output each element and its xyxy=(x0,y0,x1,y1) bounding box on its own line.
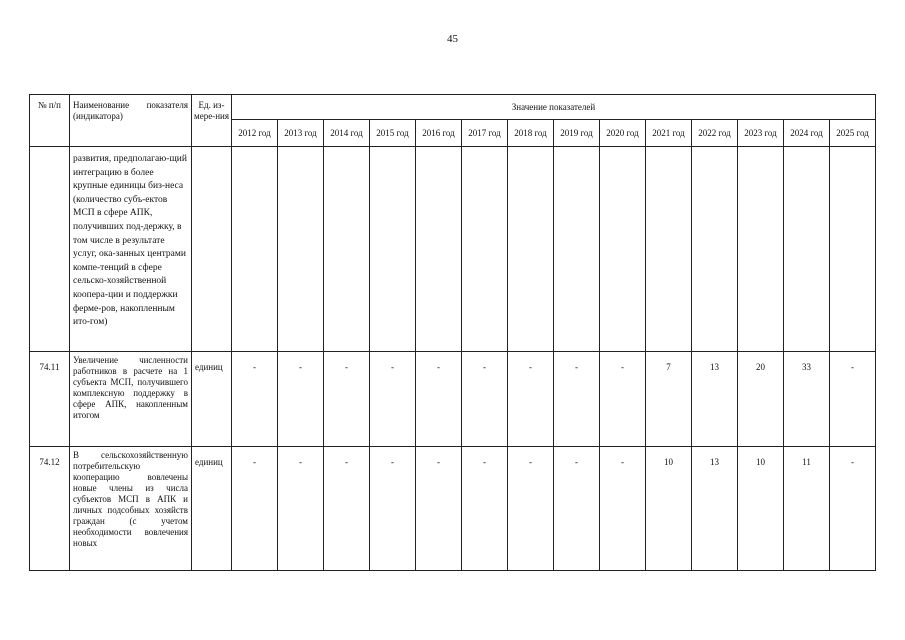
header-row-top xyxy=(30,95,876,120)
row-value xyxy=(600,147,646,352)
header-year: 2025 год xyxy=(830,120,876,147)
row-value: - xyxy=(600,447,646,571)
page-number: 45 xyxy=(447,33,458,45)
header-year: 2018 год xyxy=(508,120,554,147)
row-value: - xyxy=(370,447,416,571)
row-value: 10 xyxy=(646,447,692,571)
row-value xyxy=(646,147,692,352)
row-unit xyxy=(192,147,232,352)
row-unit: единиц xyxy=(192,447,232,571)
table-row xyxy=(30,447,876,571)
row-name: В сельскохозяйственную потребительскую кооперацию вовлечены новые члены из числа субъектов МСП в АПК и личных подсобных хозяйств граждан (с учетом необходимости вовлечения новых xyxy=(70,447,192,571)
row-value: - xyxy=(462,352,508,447)
header-year: 2021 год xyxy=(646,120,692,147)
row-value xyxy=(738,147,784,352)
row-value: 10 xyxy=(738,447,784,571)
indicators-table xyxy=(29,94,876,571)
row-value xyxy=(416,147,462,352)
header-year: 2019 год xyxy=(554,120,600,147)
header-num: № п/п xyxy=(30,95,70,147)
row-value xyxy=(232,147,278,352)
header-year: 2022 год xyxy=(692,120,738,147)
row-value xyxy=(784,147,830,352)
row-value xyxy=(370,147,416,352)
header-year: 2012 год xyxy=(232,120,278,147)
table-row xyxy=(30,352,876,447)
header-values: Значение показателей xyxy=(232,95,876,120)
row-value: - xyxy=(830,352,876,447)
row-value: - xyxy=(232,352,278,447)
table-row xyxy=(30,147,876,352)
row-value: 7 xyxy=(646,352,692,447)
row-value: - xyxy=(508,447,554,571)
header-year: 2014 год xyxy=(324,120,370,147)
row-value: - xyxy=(600,352,646,447)
row-value: - xyxy=(416,352,462,447)
row-value: - xyxy=(462,447,508,571)
row-name: Увеличение численности работников в расчете на 1 субъекта МСП, получившего комплексную поддержку в сфере АПК, накопленным итогом xyxy=(70,352,192,447)
row-value xyxy=(462,147,508,352)
row-value xyxy=(278,147,324,352)
header-year: 2020 год xyxy=(600,120,646,147)
header-year: 2015 год xyxy=(370,120,416,147)
row-value xyxy=(830,147,876,352)
row-value: 11 xyxy=(784,447,830,571)
header-unit: Ед. из-мере-ния xyxy=(192,95,232,147)
row-value: 20 xyxy=(738,352,784,447)
row-value: - xyxy=(830,447,876,571)
row-value xyxy=(324,147,370,352)
row-value: 13 xyxy=(692,447,738,571)
row-value xyxy=(554,147,600,352)
row-value: - xyxy=(232,447,278,571)
row-unit: единиц xyxy=(192,352,232,447)
row-num: 74.11 xyxy=(30,352,70,447)
row-value: - xyxy=(324,447,370,571)
row-name: развития, предполагаю-щий интеграцию в более крупные единицы биз-неса (количество субъ-ектов МСП в сфере АПК, получивших под-держку, в том числе в результате услуг, ока-занных центрами компе-тенций в сфере сельско-хозяйственной коопера-ции и поддержки ферме-ров, накопленным ито-гом) xyxy=(70,147,192,352)
header-year: 2024 год xyxy=(784,120,830,147)
row-value: - xyxy=(416,447,462,571)
row-value: - xyxy=(370,352,416,447)
row-value: 13 xyxy=(692,352,738,447)
header-year: 2023 год xyxy=(738,120,784,147)
header-name: Наименование показателя (индикатора) xyxy=(70,95,192,147)
row-value xyxy=(692,147,738,352)
row-value: - xyxy=(324,352,370,447)
row-value: - xyxy=(554,447,600,571)
row-value: - xyxy=(508,352,554,447)
header-year: 2017 год xyxy=(462,120,508,147)
row-value: - xyxy=(554,352,600,447)
row-value: - xyxy=(278,352,324,447)
header-year: 2016 год xyxy=(416,120,462,147)
row-value: - xyxy=(278,447,324,571)
row-num xyxy=(30,147,70,352)
row-num: 74.12 xyxy=(30,447,70,571)
row-value xyxy=(508,147,554,352)
header-year: 2013 год xyxy=(278,120,324,147)
row-value: 33 xyxy=(784,352,830,447)
